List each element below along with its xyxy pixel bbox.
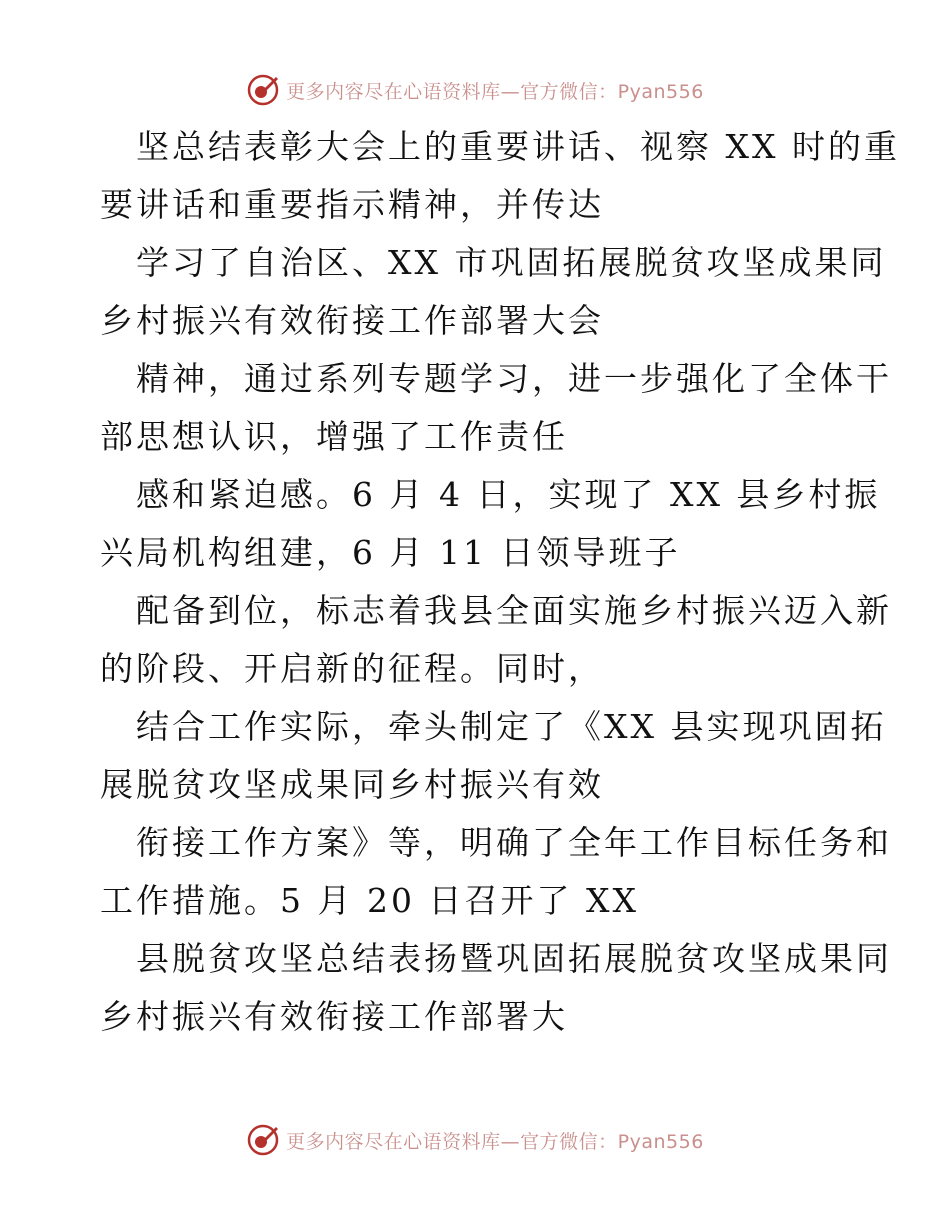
document-body — [100, 124, 900, 1040]
paragraph-line: 配备到位，标志着我县全面实施乡村振兴迈入新 — [136, 591, 892, 630]
paragraph — [100, 240, 887, 344]
paragraph-line: 要讲话和重要指示精神，并传达 — [100, 185, 604, 224]
footer-watermark — [0, 1120, 950, 1160]
paragraph — [100, 704, 887, 808]
paragraph-line: 坚总结表彰大会上的重要讲话、视察 XX 时的重 — [136, 127, 900, 166]
paragraph — [100, 588, 892, 692]
footer-watermark-text: 更多内容尽在心语资料库—官方微信：Pyan556 — [286, 1130, 704, 1153]
paragraph — [100, 820, 892, 924]
paragraph — [100, 124, 900, 228]
paragraph-line: 兴局机构组建，6 月 11 日领导班子 — [100, 533, 681, 572]
paragraph-line: 部思想认识，增强了工作责任 — [100, 417, 568, 456]
paragraph — [100, 472, 881, 576]
header-watermark — [0, 70, 950, 110]
paragraph-line: 学习了自治区、XX 市巩固拓展脱贫攻坚成果同 — [136, 243, 887, 282]
paragraph-line: 乡村振兴有效衔接工作部署大会 — [100, 301, 604, 340]
header-watermark-text: 更多内容尽在心语资料库—官方微信：Pyan556 — [286, 80, 704, 103]
paragraph-line: 工作措施。5 月 20 日召开了 XX — [100, 881, 639, 920]
pen-logo-icon — [246, 73, 280, 107]
paragraph — [100, 356, 892, 460]
paragraph-line: 的阶段、开启新的征程。同时， — [100, 649, 604, 688]
paragraph-line: 结合工作实际，牵头制定了《XX 县实现巩固拓 — [136, 707, 887, 746]
paragraph-line: 展脱贫攻坚成果同乡村振兴有效 — [100, 765, 604, 804]
paragraph-line: 感和紧迫感。6 月 4 日，实现了 XX 县乡村振 — [136, 475, 881, 514]
paragraph-line: 乡村振兴有效衔接工作部署大 — [100, 997, 568, 1036]
paragraph — [100, 936, 892, 1040]
paragraph-line: 精神，通过系列专题学习，进一步强化了全体干 — [136, 359, 892, 398]
paragraph-line: 衔接工作方案》等，明确了全年工作目标任务和 — [136, 823, 892, 862]
paragraph-line: 县脱贫攻坚总结表扬暨巩固拓展脱贫攻坚成果同 — [136, 939, 892, 978]
pen-logo-icon — [246, 1123, 280, 1157]
